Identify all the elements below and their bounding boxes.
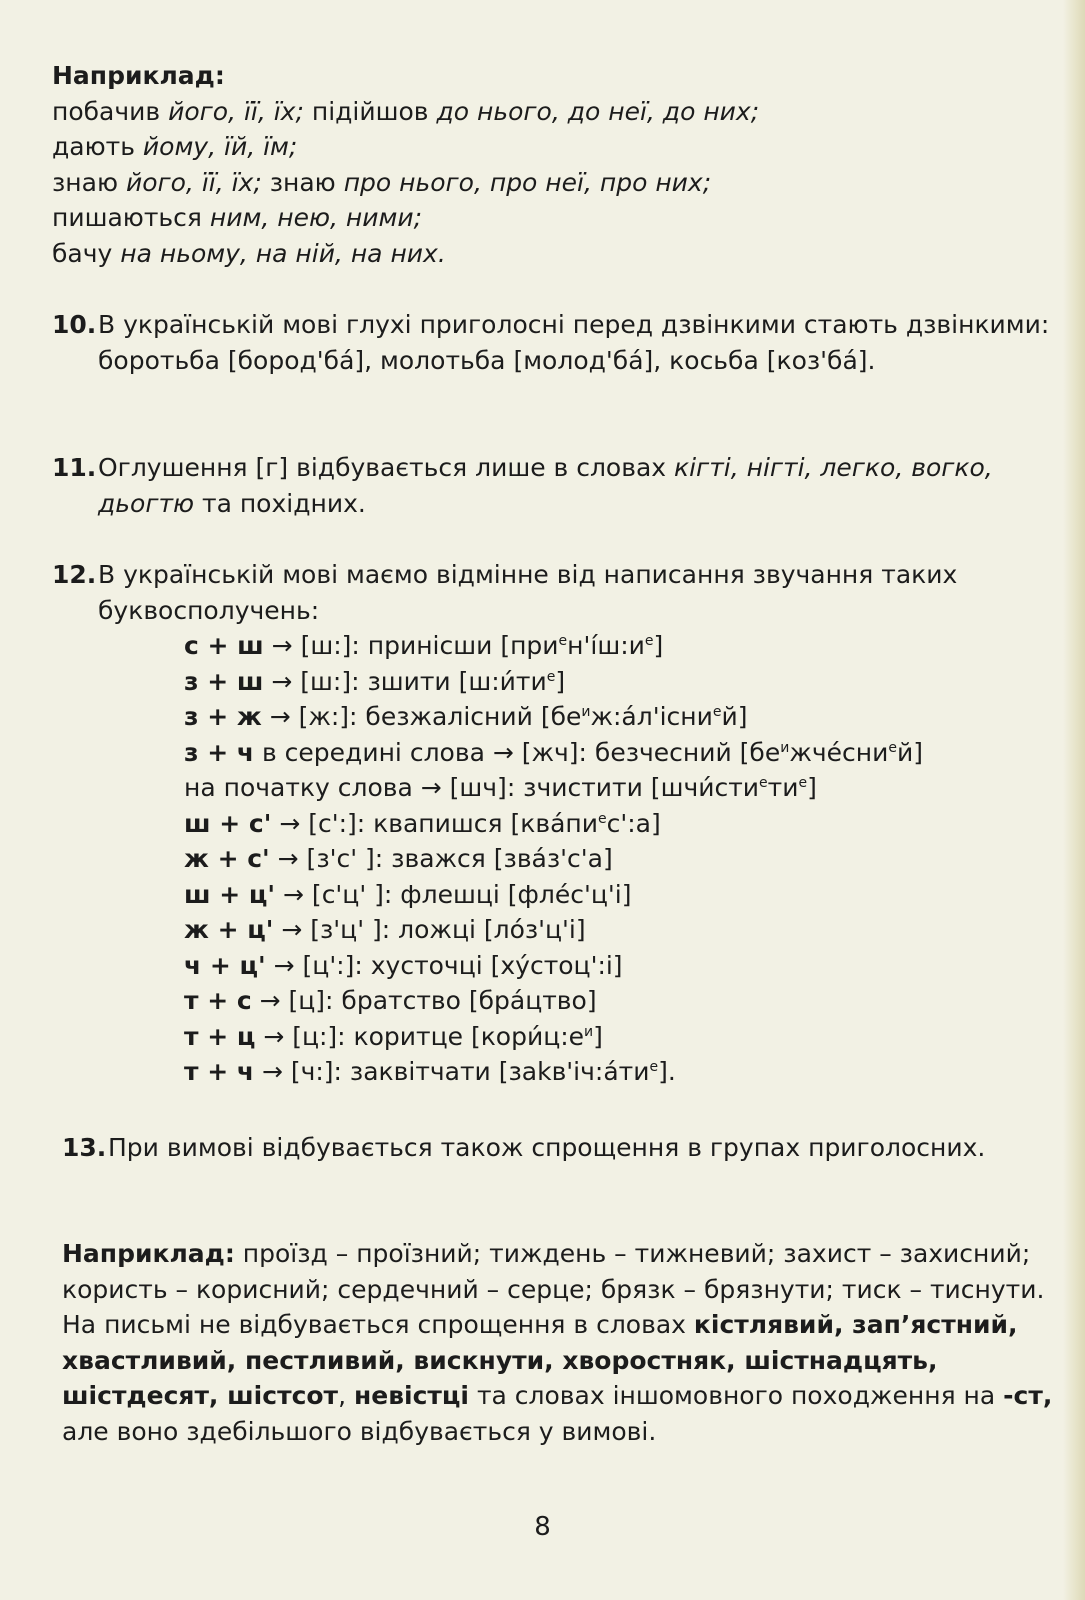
letter-combination-rule bbox=[184, 770, 1064, 806]
rule-superscript: и bbox=[581, 704, 591, 720]
rule-superscript: е bbox=[888, 739, 897, 756]
example-heading: Наприклад: bbox=[52, 61, 225, 90]
rule-superscript: е bbox=[644, 633, 654, 649]
rule-combo: ш + ц' bbox=[184, 879, 276, 909]
rule-text: ] bbox=[653, 631, 664, 660]
rule-text: на початку слова → [шч]: зчистити [шчи́сти bbox=[184, 773, 760, 802]
rule-combo: с + ш bbox=[184, 631, 264, 660]
rule-text: ] bbox=[593, 1021, 603, 1051]
example-heading: Наприклад: bbox=[62, 1239, 235, 1268]
rule-combo: ч + ц' bbox=[184, 950, 266, 980]
rule-superscript: и bbox=[780, 739, 790, 756]
example-text: , bbox=[338, 1381, 354, 1410]
example-plain: бачу bbox=[52, 238, 121, 268]
rule-text: в середині слова → [жч]: безчесний [бе bbox=[254, 737, 781, 767]
rule-text: → [с':]: квапишся [ква́пи bbox=[271, 808, 599, 838]
letter-combination-rule bbox=[184, 1054, 1064, 1090]
rule-text: ] bbox=[555, 666, 566, 696]
item-text-part: та похідних. bbox=[194, 488, 366, 518]
page-edge-shadow bbox=[1063, 0, 1085, 1600]
example-block-2 bbox=[62, 1236, 1057, 1449]
example-block-1 bbox=[52, 58, 1052, 271]
rule-item-13 bbox=[62, 1130, 1072, 1166]
rule-combo: ж + ц' bbox=[184, 915, 274, 944]
example-italic: його, її, їх; bbox=[125, 167, 262, 197]
example-italic: ним, нею, ними; bbox=[209, 203, 423, 232]
example-italic: до нього, до неї, до них; bbox=[436, 96, 760, 126]
rule-text: ти bbox=[767, 773, 799, 802]
item-number: 13. bbox=[62, 1133, 107, 1162]
letter-combination-rule bbox=[184, 735, 1064, 771]
example-line bbox=[52, 200, 1052, 236]
example-plain: пишаються bbox=[52, 203, 210, 232]
rule-text: → [ж:]: безжалісний [бе bbox=[261, 702, 582, 731]
example-plain: побачив bbox=[52, 96, 169, 126]
rule-superscript: е bbox=[649, 1059, 659, 1075]
example-text: проїзд – проїзний; тиждень – тижневий; захист – захисний; користь – корисний; сердечний – серце; брязк – брязнути; тиск – тиснути. На письмі не відбувається спрощення в словах bbox=[62, 1239, 1045, 1339]
rule-text: жче́сни bbox=[789, 737, 889, 767]
rule-combo: т + ч bbox=[184, 1057, 255, 1086]
rule-text: ж:а́л'існи bbox=[590, 702, 713, 731]
rule-superscript: е bbox=[798, 775, 808, 791]
example-bold-words: невістці bbox=[353, 1381, 469, 1410]
rule-text: → [ц:]: коритце [кори́ц:е bbox=[255, 1021, 585, 1051]
rule-combo: т + ц bbox=[184, 1021, 256, 1051]
rule-text: н'і́ш:и bbox=[567, 631, 645, 660]
rule-combo: з + ч bbox=[184, 737, 255, 767]
rule-text: → [ч:]: заквітчати [заkв'іч:а́ти bbox=[254, 1057, 650, 1086]
rule-combo: ж + с' bbox=[184, 844, 270, 873]
example-text: але воно здебільшого відбувається у вимові. bbox=[62, 1416, 657, 1446]
page-number: 8 bbox=[534, 1512, 551, 1542]
rule-item-11 bbox=[52, 450, 1062, 521]
letter-combination-rule bbox=[184, 664, 1064, 700]
rule-text: → [ш:]: зшити [ш:и́ти bbox=[263, 666, 547, 696]
example-italic: на ньому, на ній, на них. bbox=[120, 238, 446, 268]
rule-text: → [з'ц' ]: ложці [ло́з'ц'і] bbox=[273, 915, 586, 944]
example-italic: його, її, їх; bbox=[168, 96, 304, 126]
example-bold-words: кістлявий, зап’ястний, хвастливий, пестливий, вискнути, хворостняк, шістнадцять, шістдесят, шістсот bbox=[62, 1310, 1018, 1410]
rule-superscript: е bbox=[759, 775, 768, 791]
letter-combination-rule bbox=[184, 1019, 1064, 1055]
rule-combo: з + ш bbox=[184, 666, 264, 696]
rule-combo: з + ж bbox=[184, 702, 262, 731]
item-text-italic: кігті, нігті, легко, вогко, дьогтю bbox=[98, 453, 993, 518]
item-number: 11. bbox=[52, 453, 97, 482]
example-italic: йому, їй, їм; bbox=[142, 132, 298, 161]
rule-text: → [ц]: братство [бра́цтво] bbox=[251, 986, 597, 1015]
example-text: та словах іншомовного походження на bbox=[469, 1381, 1004, 1410]
rule-text: с':а] bbox=[606, 808, 661, 838]
letter-combination-rule bbox=[184, 877, 1064, 913]
rule-item-10 bbox=[52, 307, 1062, 378]
example-plain: дають bbox=[52, 132, 143, 161]
rule-combo: ш + с' bbox=[184, 808, 272, 838]
item-text bbox=[98, 450, 1062, 521]
example-line bbox=[52, 129, 1052, 165]
rule-item-12 bbox=[52, 557, 1062, 628]
rule-text: ]. bbox=[658, 1057, 676, 1086]
example-line bbox=[52, 236, 1052, 272]
rule-superscript: е bbox=[712, 704, 722, 720]
rule-superscript: е bbox=[558, 633, 568, 649]
rule-superscript: е bbox=[598, 810, 607, 827]
rule-text: й] bbox=[896, 737, 923, 767]
item-text: В українській мові глухі приголосні перед дзвінкими стають дзвінкими: боротьба [бород'ба́], молотьба [молод'ба́], косьба [коз'ба́]. bbox=[98, 310, 1050, 375]
rule-superscript: е bbox=[546, 668, 556, 685]
rule-text: → [с'ц' ]: флешці [фле́с'ц'і] bbox=[275, 879, 632, 909]
rule-text: → [ц':]: хусточці [ху́стоц':і] bbox=[265, 950, 623, 980]
letter-combination-rule bbox=[184, 628, 1064, 664]
rule-combo: т + с bbox=[184, 986, 252, 1015]
example-plain: знаю bbox=[52, 167, 126, 197]
example-line bbox=[52, 94, 1052, 130]
letter-combination-rule bbox=[184, 841, 1064, 877]
example-line bbox=[52, 165, 1052, 201]
example-plain: знаю bbox=[261, 167, 344, 197]
example-lines bbox=[52, 94, 1052, 272]
rule-text: ] bbox=[807, 773, 817, 802]
item-text: В українській мові маємо відмінне від написання звучання таких буквосполучень: bbox=[98, 560, 958, 625]
rule-text: → [ш:]: принісши [при bbox=[263, 631, 559, 660]
example-bold-suffix: -ст, bbox=[1003, 1381, 1053, 1410]
letter-combination-rule bbox=[184, 806, 1064, 842]
item-number: 10. bbox=[52, 310, 97, 339]
letter-combination-rule bbox=[184, 983, 1064, 1019]
letter-combination-rules bbox=[184, 628, 1064, 1090]
letter-combination-rule bbox=[184, 912, 1064, 948]
item-number: 12. bbox=[52, 560, 97, 589]
rule-text: → [з'с' ]: зважся [зва́з'с'а] bbox=[269, 844, 613, 873]
item-text: При вимові відбувається також спрощення в групах приголосних. bbox=[108, 1133, 986, 1162]
rule-text: й] bbox=[721, 702, 748, 731]
item-text-part: Оглушення [г] відбувається лише в словах bbox=[98, 453, 675, 482]
example-plain: підійшов bbox=[303, 96, 437, 126]
example-italic: про нього, про неї, про них; bbox=[343, 167, 712, 197]
rule-superscript: и bbox=[584, 1023, 594, 1040]
letter-combination-rule bbox=[184, 699, 1064, 735]
letter-combination-rule bbox=[184, 948, 1064, 984]
